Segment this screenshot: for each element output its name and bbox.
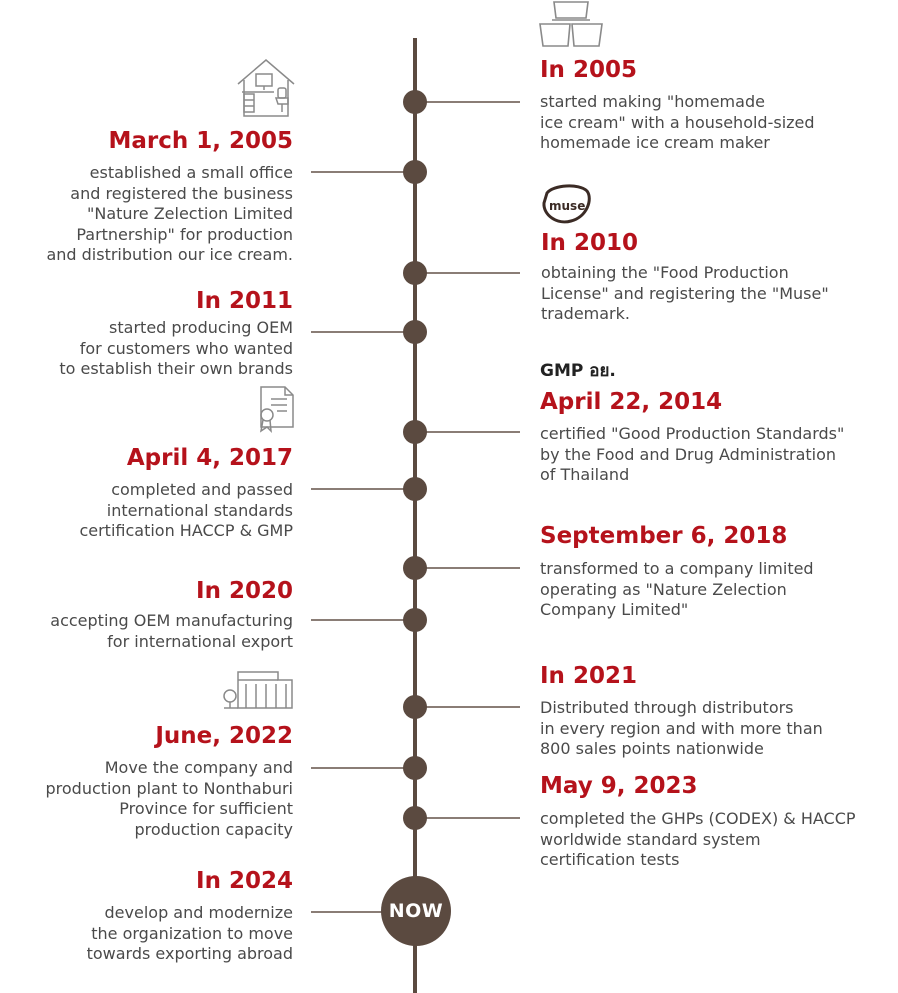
connector <box>415 272 520 274</box>
factory-icon <box>222 668 294 710</box>
event-title: April 4, 2017 <box>126 445 293 471</box>
event-title: In 2005 <box>540 57 637 83</box>
certificate-icon <box>255 385 295 435</box>
event-description: transformed to a company limited operating as "Nature Zelection Company Limited" <box>540 559 814 619</box>
now-badge: NOW <box>381 876 451 946</box>
connector <box>311 331 417 333</box>
muse-logo-icon <box>541 183 591 225</box>
ice-cream-cups-icon <box>538 0 604 48</box>
timeline-dot <box>403 806 427 830</box>
timeline-dot <box>403 756 427 780</box>
event-description: completed and passed international standards certification HACCP & GMP <box>79 480 293 540</box>
event-title: In 2024 <box>196 868 293 894</box>
timeline-dot <box>403 160 427 184</box>
event-description: completed the GHPs (CODEX) & HACCP worldwide standard system certification tests <box>540 809 856 869</box>
event-description: develop and modernize the organization to move towards exporting abroad <box>86 903 293 963</box>
timeline-dot <box>403 261 427 285</box>
event-title: In 2011 <box>196 288 293 314</box>
event-description: Move the company and production plant to Nonthaburi Province for sufficient production capacity <box>45 758 293 839</box>
event-title: April 22, 2014 <box>540 389 723 415</box>
event-title: In 2020 <box>196 578 293 604</box>
event-title: May 9, 2023 <box>540 773 698 799</box>
connector <box>311 171 417 173</box>
timeline-dot <box>403 90 427 114</box>
connector <box>415 567 520 569</box>
timeline-dot <box>403 320 427 344</box>
connector <box>311 767 417 769</box>
event-description: certified "Good Production Standards" by the Food and Drug Administration of Thailand <box>540 424 845 484</box>
timeline-dot <box>403 695 427 719</box>
event-description: obtaining the "Food Production License" and registering the "Muse" trademark. <box>541 263 829 323</box>
svg-text:muse: muse <box>549 199 586 213</box>
gmp-logo: GMP อย. <box>540 361 616 381</box>
timeline-dot <box>403 608 427 632</box>
timeline-dot <box>403 477 427 501</box>
event-title: In 2010 <box>541 230 638 256</box>
event-title: In 2021 <box>540 663 637 689</box>
connector <box>415 706 520 708</box>
event-description: established a small office and registered the business "Nature Zelection Limited Partnership" for production and distribution our ice cream. <box>46 163 293 264</box>
connector <box>311 911 391 913</box>
event-title: June, 2022 <box>155 723 293 749</box>
timeline-dot <box>403 556 427 580</box>
event-description: accepting OEM manufacturing for international export <box>50 611 293 651</box>
home-office-icon <box>234 56 298 118</box>
timeline-dot <box>403 420 427 444</box>
event-title: September 6, 2018 <box>540 523 788 549</box>
event-description: Distributed through distributors in every region and with more than 800 sales points nationwide <box>540 698 823 758</box>
connector <box>311 488 417 490</box>
connector <box>311 619 417 621</box>
event-title: March 1, 2005 <box>108 128 293 154</box>
connector <box>415 817 520 819</box>
event-description: started making "homemade ice cream" with a household-sized homemade ice cream maker <box>540 92 815 152</box>
event-description: started producing OEM for customers who wanted to establish their own brands <box>59 318 293 378</box>
connector <box>415 431 520 433</box>
connector <box>415 101 520 103</box>
